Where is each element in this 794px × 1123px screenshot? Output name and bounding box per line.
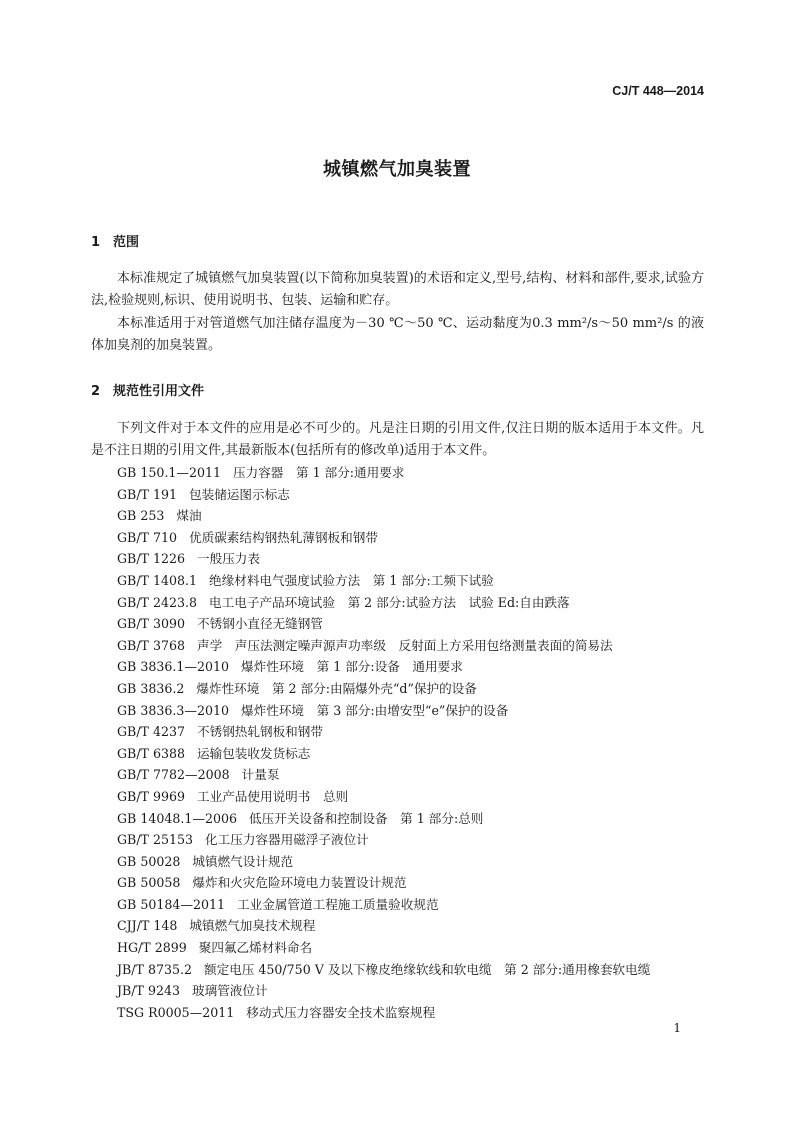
reference-code: GB/T 1226 (117, 551, 186, 567)
section-title: 规范性引用文件 (113, 384, 205, 399)
reference-code: HG/T 2899 (117, 940, 187, 956)
reference-item (117, 613, 717, 635)
reference-title: 优质碳素结构钢热轧薄钢板和钢带 (189, 529, 378, 545)
reference-title: 低压开关设备和控制设备 第 1 部分:总则 (249, 810, 484, 826)
reference-title: 爆炸性环境 第 2 部分:由隔爆外壳“d”保护的设备 (196, 680, 477, 696)
document-title: 城镇燃气加臭装置 (323, 159, 471, 180)
reference-code: GB 253 (117, 508, 165, 524)
reference-item (117, 678, 717, 700)
reference-code: GB/T 710 (117, 529, 177, 545)
reference-title: 声学 声压法测定噪声源声功率级 反射面上方采用包络测量表面的简易法 (197, 637, 613, 653)
reference-title: 不锈钢热轧钢板和钢带 (197, 724, 323, 740)
reference-code: GB/T 3768 (117, 637, 186, 653)
reference-code: GB 3836.3—2010 (117, 702, 230, 718)
reference-code: GB/T 7782—2008 (117, 767, 230, 783)
scope-paragraph-2: 本标准适用于对管道燃气加注储存温度为－30 ℃～50 ℃、运动黏度为0.3 mm²/s～50 mm²/s 的液体加臭剂的加臭装置。 (91, 316, 704, 353)
reference-title: 工业产品使用说明书 总则 (197, 788, 349, 804)
reference-item (117, 959, 717, 981)
reference-code: GB/T 2423.8 (117, 594, 198, 610)
reference-item (117, 894, 717, 916)
reference-item (117, 635, 717, 657)
reference-item (117, 1002, 717, 1024)
standard-code: CJ/T 448—2014 (612, 84, 704, 98)
reference-title: 化工压力容器用磁浮子液位计 (205, 832, 369, 848)
reference-title: 一般压力表 (197, 551, 260, 567)
reference-item (117, 915, 717, 937)
reference-item (117, 484, 717, 506)
reference-code: GB 3836.1—2010 (117, 659, 230, 675)
reference-list (117, 462, 717, 1023)
reference-item (117, 721, 717, 743)
section-title: 范围 (113, 235, 140, 250)
reference-code: GB/T 9969 (117, 788, 186, 804)
reference-item (117, 505, 717, 527)
reference-item (117, 851, 717, 873)
reference-item (117, 462, 717, 484)
reference-code: GB/T 1408.1 (117, 572, 198, 588)
page-number: 1 (673, 1021, 681, 1035)
section-heading-normative-references (91, 380, 204, 399)
reference-code: GB/T 25153 (117, 832, 194, 848)
reference-title: 爆炸性环境 第 1 部分:设备 通用要求 (241, 659, 463, 675)
reference-title: 爆炸性环境 第 3 部分:由增安型“e”保护的设备 (241, 702, 509, 718)
references-intro-paragraph: 下列文件对于本文件的应用是必不可少的。凡是注日期的引用文件,仅注日期的版本适用于本文件。凡是不注日期的引用文件,其最新版本(包括所有的修改单)适用于本文件。 (91, 421, 704, 458)
reference-item (117, 872, 717, 894)
reference-title: 运输包装收发货标志 (197, 745, 311, 761)
reference-item (117, 548, 717, 570)
reference-item (117, 592, 717, 614)
reference-title: 绝缘材料电气强度试验方法 第 1 部分:工频下试验 (209, 572, 494, 588)
reference-item (117, 937, 717, 959)
reference-title: 城镇燃气设计规范 (192, 853, 294, 869)
reference-title: 煤油 (176, 508, 202, 524)
reference-title: 压力容器 第 1 部分:通用要求 (233, 465, 405, 480)
reference-item (117, 764, 717, 786)
reference-code: JB/T 8735.2 (117, 961, 193, 977)
reference-title: 城镇燃气加臭技术规程 (189, 918, 316, 934)
section-heading-scope (91, 231, 139, 250)
reference-code: GB/T 6388 (117, 745, 186, 761)
reference-title: 包装储运图示标志 (189, 486, 290, 502)
reference-code: GB/T 191 (117, 486, 177, 502)
reference-item (117, 527, 717, 549)
reference-item (117, 980, 717, 1002)
reference-item (117, 700, 717, 722)
reference-code: JB/T 9243 (117, 983, 180, 999)
reference-title: 聚四氟乙烯材料命名 (198, 940, 313, 956)
reference-code: GB 50028 (117, 853, 181, 869)
reference-code: GB 14048.1—2006 (117, 810, 238, 826)
reference-title: 计量泵 (241, 767, 280, 783)
reference-title: 额定电压 450/750 V 及以下橡皮绝缘软线和软电缆 第 2 部分:通用橡套软电缆 (204, 961, 651, 977)
reference-item (117, 808, 717, 830)
reference-title: 爆炸和火灾危险环境电力装置设计规范 (192, 875, 407, 891)
reference-item (117, 829, 717, 851)
reference-code: GB 50058 (117, 875, 181, 891)
reference-item (117, 570, 717, 592)
reference-item (117, 743, 717, 765)
reference-code: GB 150.1—2011 (117, 465, 222, 480)
reference-code: CJJ/T 148 (117, 918, 178, 934)
reference-code: TSG R0005—2011 (117, 1004, 235, 1020)
reference-title: 电工电子产品环境试验 第 2 部分:试验方法 试验 Ed:自由跌落 (209, 594, 570, 610)
reference-item (117, 786, 717, 808)
section-number: 2 (91, 384, 101, 399)
reference-code: GB 50184—2011 (117, 896, 226, 912)
scope-paragraph-1: 本标准规定了城镇燃气加臭装置(以下简称加臭装置)的术语和定义,型号,结构、材料和部件,要求,试验方法,检验规则,标识、使用说明书、包装、运输和贮存。 (91, 271, 704, 308)
section-number: 1 (91, 235, 101, 250)
reference-title: 移动式压力容器安全技术监察规程 (246, 1004, 436, 1020)
reference-code: GB/T 4237 (117, 724, 186, 740)
reference-code: GB/T 3090 (117, 616, 186, 632)
reference-title: 不锈钢小直径无缝钢管 (197, 616, 323, 632)
reference-item (117, 656, 717, 678)
reference-title: 工业金属管道工程施工质量验收规范 (237, 896, 439, 912)
reference-title: 玻璃管液位计 (192, 983, 268, 999)
reference-code: GB 3836.2 (117, 680, 185, 696)
